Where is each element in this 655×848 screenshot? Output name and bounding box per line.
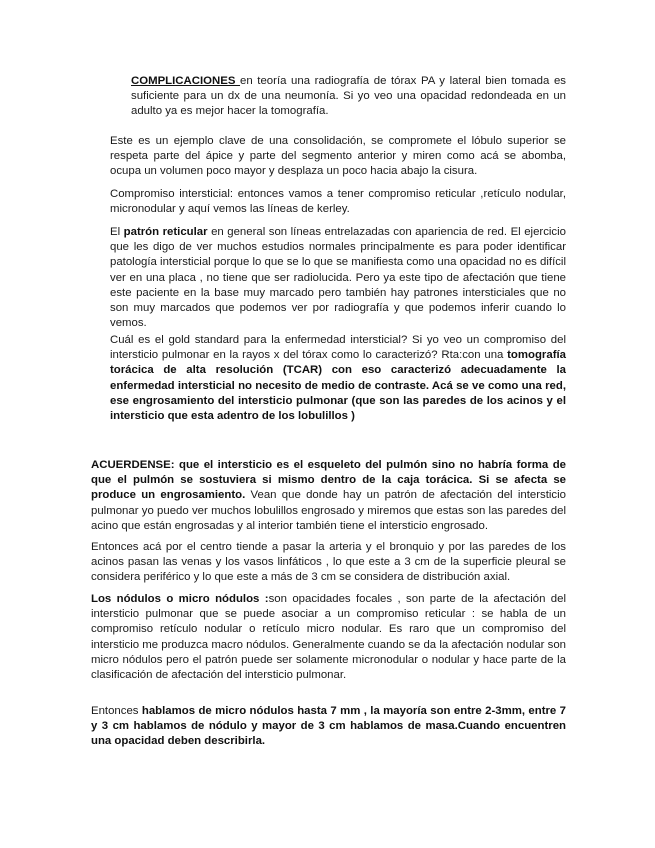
paragraph-acuerdense bbox=[91, 458, 566, 534]
bold-term-nodulos: Los nódulos o micro nódulos : bbox=[91, 593, 269, 605]
paragraph-text: en teoría una radiografía de tórax PA y lateral bien tomada es suficiente para un dx de una neumonía. Si yo veo una opacidad redondeada en un adulto ya es mejor hacer la tomografía. bbox=[131, 75, 566, 118]
paragraph-text: Cuál es el gold standard para la enfermedad intersticial? Si yo veo un compromiso del intersticio pulmonar en la rayos x del tórax como lo caracterizó? Rta:con una bbox=[110, 334, 566, 362]
paragraph-tamanos bbox=[91, 704, 566, 750]
paragraph-nodulos bbox=[91, 592, 566, 683]
bold-term-patron-reticular: patrón reticular bbox=[123, 226, 208, 238]
paragraph-text: Compromiso intersticial: entonces vamos a tener compromiso reticular ,retículo nodular, micronodular y aquí vemos las líneas de kerley. bbox=[110, 188, 566, 216]
bold-text-tcar: tomografía torácica de alta resolución (TCAR) con eso caracterizó adecuadamente la enfermedad intersticial no necesito de medio de contraste. Acá se ve como una red, ese engrosamiento del intersticio pulmonar (que son las paredes de los acinos y el intersticio que esta adentro de los lobulillos ) bbox=[110, 349, 566, 423]
paragraph-text: El bbox=[110, 226, 124, 238]
bold-text-acuerdense: ACUERDENSE: que el intersticio es el esqueleto del pulmón sino no habría forma de que el pulmón se sostuviera si mismo dentro de la caja torácica. Si se afecta se produce un engrosamiento. bbox=[91, 459, 566, 502]
paragraph-text: en general son líneas entrelazadas con apariencia de red. El ejercicio que les digo de ver muchos estudios normales principalmente es para poder identificar patología intersticial porque lo que se lo que se manifiesta como una opacidad no es difícil ver en una placa , no tiene que ser radiolucida. Pero ya este tipo de afectación que tiene este paciente en la base muy marcado pero también hay patrones intersticiales que no son muy marcados que podemos ver por radiografía y que podemos inferir cuando lo vemos. bbox=[110, 226, 566, 330]
paragraph-text: Vean que donde hay un patrón de afectación del intersticio pulmonar yo puedo ver muchos lobulillos engrosado y miremos que estas son las paredes del acino que están engrosadas y al interior también tiene el intersticio engrosado. bbox=[91, 489, 566, 532]
paragraph-patron-reticular bbox=[110, 225, 566, 331]
paragraph-text: Entonces acá por el centro tiende a pasar la arteria y el bronquio y por las paredes de los acinos pasan las venas y los vasos linfáticos , lo que este a 3 cm de la superficie pleural se considera periférico y lo que este a más de 3 cm se considera de distribución axial. bbox=[91, 541, 566, 584]
paragraph-consolidacion bbox=[110, 134, 566, 180]
paragraph-text: son opacidades focales , son parte de la afectación del intersticio pulmonar que se puede asociar a un compromiso reticular : se habla de un compromiso retículo nodular o retículo micro nodular. Es raro que un compromiso del intersticio me produzca macro nódulos. Generalmente cuando se da la afectación nodular son micro nódulos pero el patrón puede ser solamente micronodular o nodular y hace parte de la clasificación de afectación del intersticio pulmonar. bbox=[91, 593, 567, 682]
heading-complicaciones: COMPLICACIONES bbox=[131, 75, 241, 87]
bold-text-tamanos: hablamos de micro nódulos hasta 7 mm , la mayoría son entre 2-3mm, entre 7 y 3 cm hablamos de nódulo y mayor de 3 cm hablamos de masa.Cuando encuentren una opacidad deben describirla. bbox=[91, 705, 566, 748]
paragraph-compromiso-intersticial bbox=[110, 187, 566, 217]
paragraph-text: Este es un ejemplo clave de una consolidación, se compromete el lóbulo superior se respeta parte del ápice y parte del segmento anterior y miren como acá se abomba, ocupa un volumen poco mayor y desplaza un poco hacia abajo la cisura. bbox=[110, 135, 566, 178]
paragraph-complicaciones bbox=[131, 74, 566, 120]
paragraph-distribucion bbox=[91, 540, 566, 586]
paragraph-text: Entonces bbox=[91, 705, 142, 717]
paragraph-gold-standard bbox=[110, 333, 566, 424]
